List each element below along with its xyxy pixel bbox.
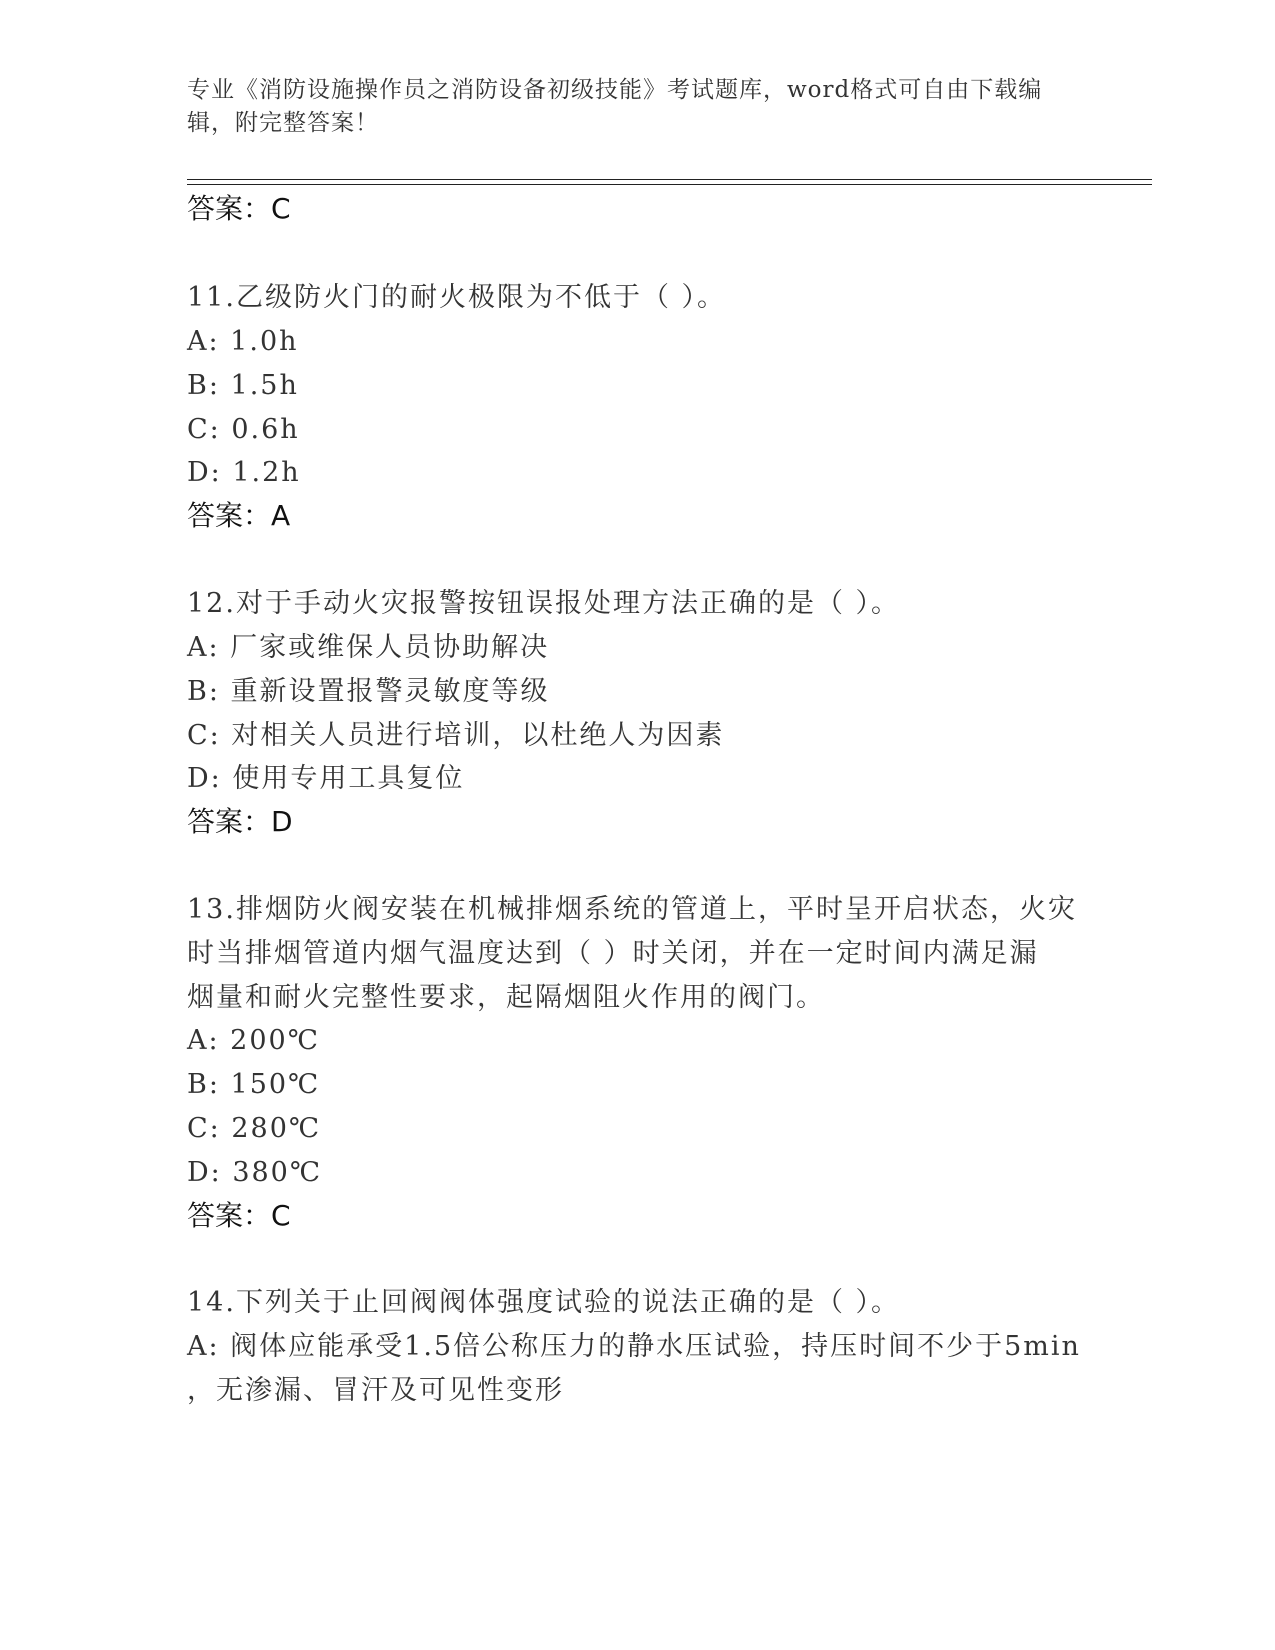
header-divider-thick	[187, 179, 1152, 180]
q12-option-a: A: 厂家或维保人员协助解决	[187, 632, 550, 663]
q11-answer: 答案：A	[187, 499, 291, 532]
q13-option-b: B: 150℃	[187, 1069, 321, 1100]
q13-question-line-3: 烟量和耐火完整性要求，起隔烟阻火作用的阀门。	[187, 982, 825, 1013]
q12-option-b: B: 重新设置报警灵敏度等级	[187, 676, 550, 707]
q11-option-a: A: 1.0h	[187, 326, 299, 357]
document-header	[187, 74, 1057, 140]
q11-option-d: D: 1.2h	[187, 457, 301, 488]
q13-option-c: C: 280℃	[187, 1113, 322, 1144]
q11-question: 11.乙级防火门的耐火极限为不低于（ ）。	[187, 282, 727, 313]
q13-question-line-2: 时当排烟管道内烟气温度达到（ ）时关闭，并在一定时间内满足漏	[187, 938, 1039, 969]
header-line-1: 专业《消防设施操作员之消防设备初级技能》考试题库，word格式可自由下载编	[187, 77, 1043, 103]
q14-option-a-line-2: ，无渗漏、冒汗及可见性变形	[187, 1375, 564, 1406]
q12-answer: 答案：D	[187, 805, 293, 838]
q13-answer: 答案：C	[187, 1199, 291, 1232]
q12-question: 12.对于手动火灾报警按钮误报处理方法正确的是（ ）。	[187, 588, 901, 619]
q13-question-line-1: 13.排烟防火阀安装在机械排烟系统的管道上，平时呈开启状态，火灾	[187, 894, 1077, 925]
answer-prev: 答案：C	[187, 192, 291, 225]
q13-option-d: D: 380℃	[187, 1157, 323, 1188]
q11-option-c: C: 0.6h	[187, 414, 300, 445]
q11-option-b: B: 1.5h	[187, 370, 299, 401]
q12-option-c: C: 对相关人员进行培训，以杜绝人为因素	[187, 720, 725, 751]
q14-question: 14.下列关于止回阀阀体强度试验的说法正确的是（ ）。	[187, 1287, 901, 1318]
header-line-2: 辑，附完整答案！	[187, 110, 379, 136]
q14-option-a-line-1: A: 阀体应能承受1.5倍公称压力的静水压试验，持压时间不少于5min	[187, 1331, 1081, 1362]
q13-option-a: A: 200℃	[187, 1025, 320, 1056]
header-divider-thin	[187, 184, 1152, 185]
q12-option-d: D: 使用专用工具复位	[187, 763, 465, 794]
